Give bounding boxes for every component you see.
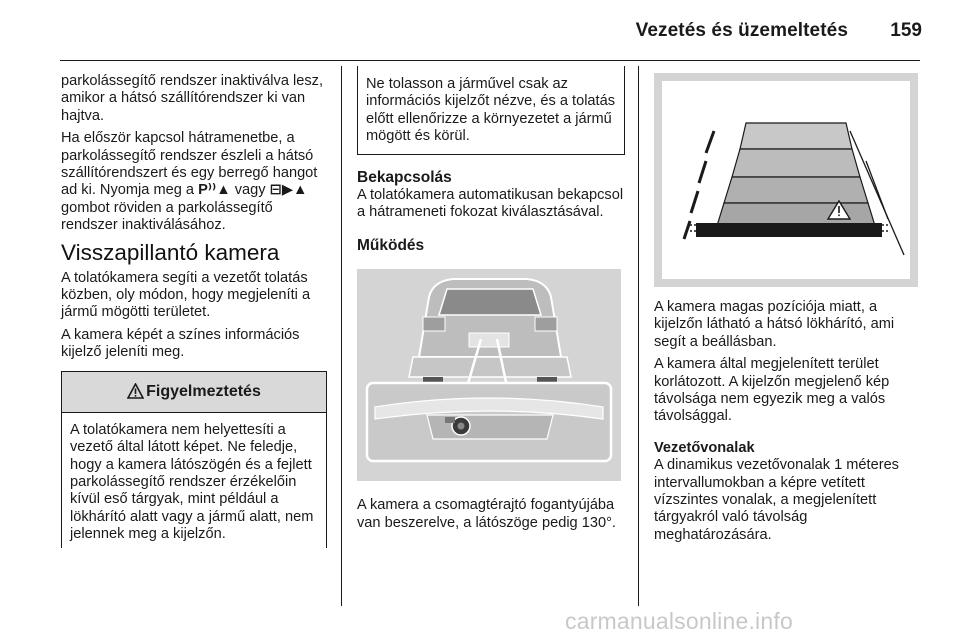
- advanced-park-assist-button-icon: ⊟▶▲: [269, 182, 308, 199]
- column-1: [61, 73, 327, 548]
- column-2: [357, 73, 625, 537]
- rear-camera-display-figure: [654, 73, 918, 287]
- text-segment: Ha először kapcsol hátramenetbe, a parkolássegítő rendszer észleli a hátsó szállítórendszert és egy berregő hangot ad ki. Nyomja meg a: [61, 130, 318, 199]
- column-divider-2: [638, 66, 639, 606]
- subsection-heading: Vezetővonalak: [654, 439, 755, 456]
- bumper-bar: [696, 223, 882, 237]
- page-title: Vezetés és üzemeltetés: [635, 20, 848, 41]
- paragraph-with-icons: [61, 130, 327, 234]
- page-header: [0, 0, 960, 60]
- subsection-heading: Működés: [357, 237, 425, 255]
- paragraph: A dinamikus vezetővonalak 1 méteres intervallumokban a képre vetített vízszintes vonalak, a megjelenített tárgyakról való távolság meghatározására.: [654, 457, 899, 543]
- camera-closeup-inset: [367, 383, 611, 461]
- text-segment: vagy: [230, 182, 270, 199]
- column-3: [654, 73, 924, 549]
- paragraph: A tolatókamera segíti a vezetőt tolatás közben, oly módon, hogy megjeleníti a jármű mögötti területet.: [61, 269, 311, 321]
- paragraph: parkolássegítő rendszer inaktiválva lesz, amikor a hátsó szállítórendszer ki van hajtva.: [61, 73, 324, 124]
- column-divider-1: [341, 66, 342, 606]
- paragraph: A tolatókamera automatikusan bekapcsol a hátrameneti fokozat kiválasztásával.: [357, 186, 624, 221]
- section-heading: Visszapillantó kamera: [61, 239, 280, 265]
- car-rear-illustration: [409, 279, 571, 387]
- figure-caption: A kamera a csomagtérajtó fogantyújába van beszerelve, a látószöge pedig 130°.: [357, 497, 616, 531]
- header-rule: [60, 60, 920, 61]
- warning-body: A tolatókamera nem helyettesíti a vezető által látott képet. Ne feledje, hogy a kamera látószögén és a fejlett parkolássegítő rendszer érzékelőin kívül eső tárgyak, mint például a lökhárító alatt vagy a jármű alatt, nem jelennek meg a kijelzőn.: [70, 421, 314, 543]
- warning-triangle-icon: [127, 375, 144, 415]
- warning-title: Figyelmeztetés: [146, 382, 261, 400]
- warning-box: [61, 371, 327, 548]
- page-number: 159: [890, 20, 922, 41]
- warning-header: [62, 372, 326, 413]
- watermark: carmanualsonline.info: [565, 608, 793, 634]
- text-segment: gombot röviden a parkolássegítő rendszer inaktiválásához.: [61, 199, 273, 234]
- park-assist-button-icon: P⁾⁾▲: [198, 182, 231, 199]
- subsection-heading: Bekapcsolás: [357, 168, 452, 186]
- paragraph: A kamera magas pozíciója miatt, a kijelzőn látható a hátsó lökhárító, ami segít a beállásban.: [654, 299, 895, 350]
- camera-location-figure: [357, 269, 621, 481]
- paragraph: A kamera képét a színes információs kijelző jeleníti meg.: [61, 326, 300, 361]
- warning-continuation-box: Ne tolasson a járművel csak az információs kijelzőt nézve, és a tolatás előtt ellenőrizze a környezetet a jármű mögött és körül.: [357, 66, 625, 155]
- paragraph: A kamera által megjelenített terület korlátozott. A kijelzőn megjelenő kép távolsága nem egyezik meg a valós távolsággal.: [654, 356, 890, 425]
